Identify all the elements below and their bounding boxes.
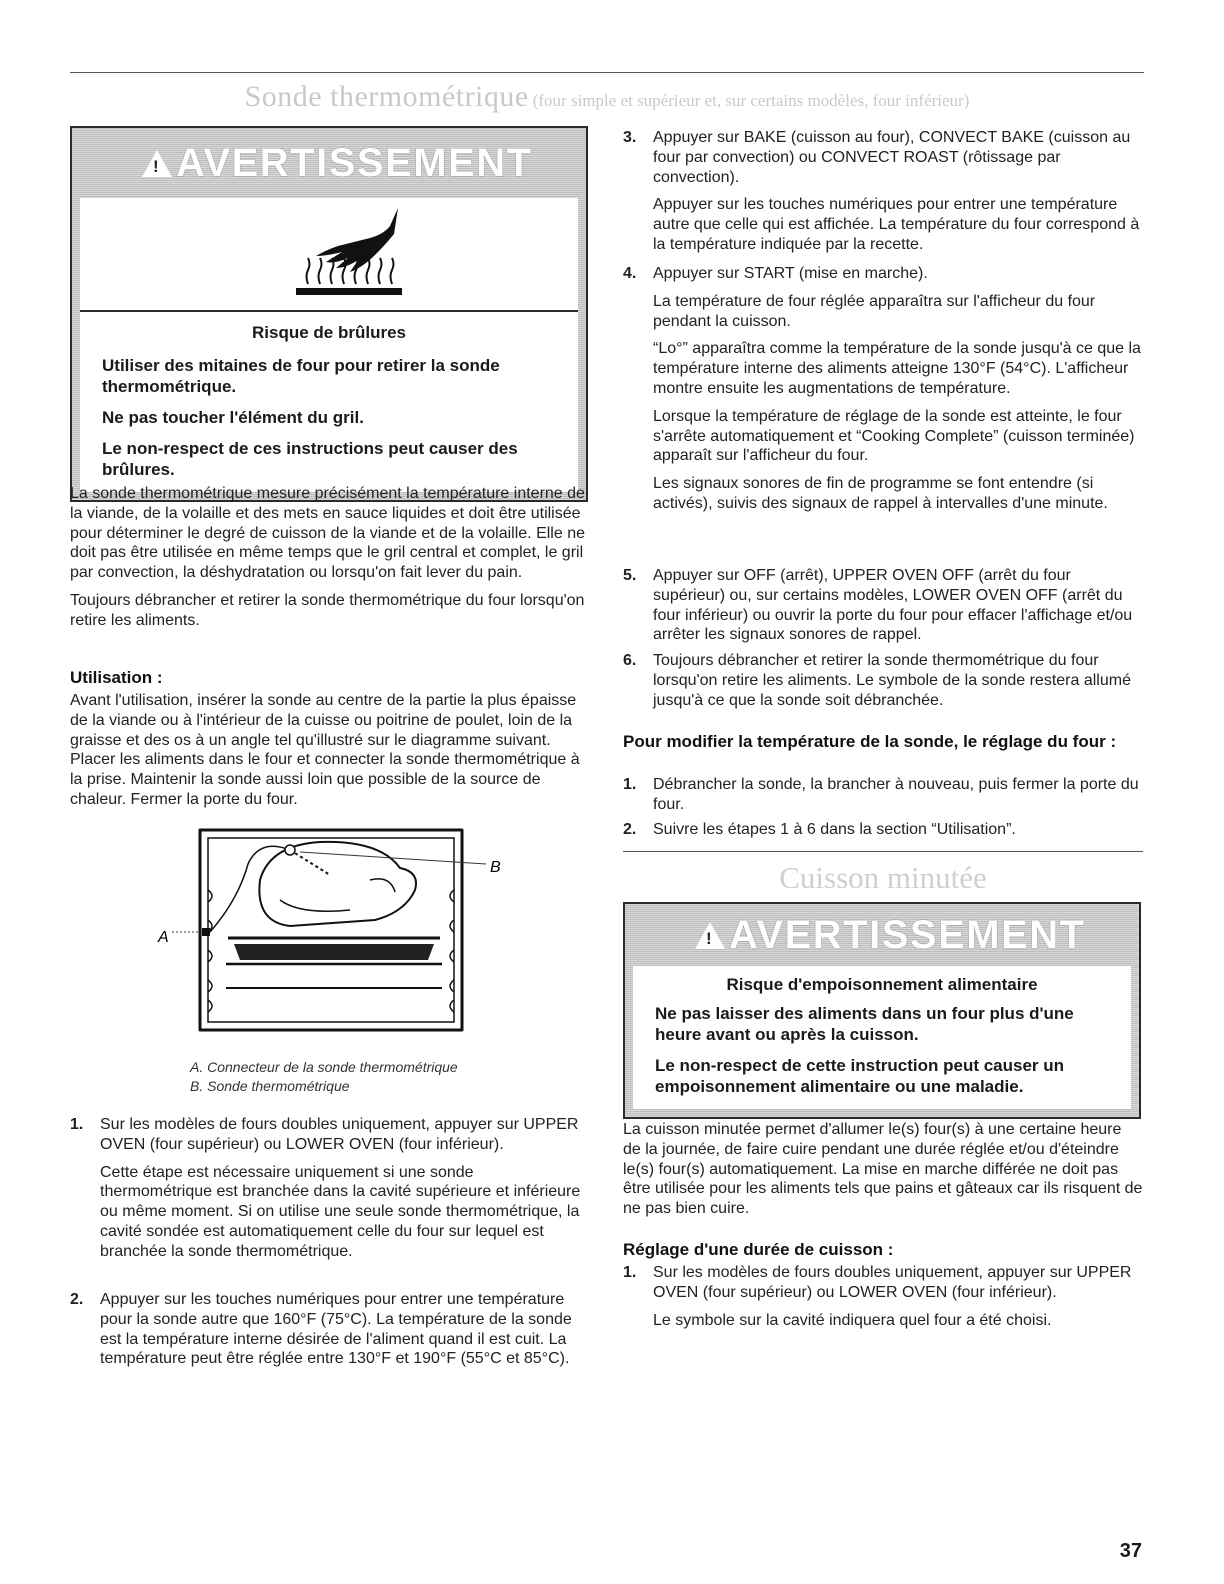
- timed-cooking-paragraph: [623, 1120, 1143, 1227]
- list-item: [623, 264, 1143, 522]
- step-number: 1.: [623, 1264, 637, 1281]
- list-item: [623, 775, 1143, 823]
- paragraph: Avant l'utilisation, insérer la sonde au centre de la partie la plus épaisse de la viande ou à l'intérieur de la cuisse ou poitrine de poulet, loin de la graisse et des os à un angle tel qu'illustré sur le diagramme suivant. Placer les aliments dans le four et connecter la sonde thermométrique à la prise. Maintenir la sonde aussi loin que possible de la source de chaleur. Fermer la porte du four.: [70, 692, 580, 808]
- warning-line: Le non-respect de ces instructions peut causer des brûlures.: [102, 439, 518, 479]
- step-number: 1.: [623, 776, 637, 793]
- warning-text: [633, 966, 1131, 1109]
- step-text: Sur les modèles de fours doubles uniquement, appuyer sur UPPER OVEN (four supérieur) ou LOWER OVEN (four inférieur).: [100, 1116, 579, 1153]
- section-rule: [623, 851, 1143, 852]
- utilisation-heading: Utilisation :: [70, 668, 163, 687]
- warning-heading: Risque d'empoisonnement alimentaire: [726, 975, 1038, 994]
- step-number: 4.: [623, 265, 637, 282]
- warning-banner: [625, 904, 1139, 966]
- probe-intro: [70, 484, 590, 639]
- top-rule: [70, 72, 1144, 73]
- burn-hazard-illustration: [80, 198, 578, 312]
- step-text: Appuyer sur les touches numériques pour entrer une température autre que celle qui est affichée. La température du four correspond à la température indiquée par la recette.: [653, 196, 1140, 253]
- warning-line: Ne pas toucher l'élément du gril.: [102, 408, 364, 427]
- list-item: [623, 1263, 1143, 1338]
- step-text: Appuyer sur START (mise en marche).: [653, 265, 928, 282]
- warning-banner-text: AVERTISSEMENT: [729, 912, 1086, 957]
- step-text: Les signaux sonores de fin de programme se font entendre (si activés), suivis des signaux de rappel à intervalles d'une minute.: [653, 475, 1108, 512]
- warning-box-burns: [70, 126, 588, 502]
- step-number: 2.: [623, 821, 637, 838]
- section-title-sub: (four simple et supérieur et, sur certains modèles, four inférieur): [532, 91, 970, 110]
- step-text: Lorsque la température de réglage de la sonde est atteinte, le four s'arrête automatiquement et “Cooking Complete” (cuisson terminée) apparaît sur l'afficheur du four.: [653, 407, 1135, 465]
- step-text: Cette étape est nécessaire uniquement si une sonde thermométrique est branchée dans la cavité supérieure et inférieure ou même moment. Si on utilise une seule sonde thermométrique, la cavité sondée est automatiquement celle du four sur lequel est branchée la sonde thermométrique.: [100, 1163, 581, 1260]
- paragraph: Toujours débrancher et retirer la sonde thermométrique du four lorsqu'on retire les aliments.: [70, 591, 585, 629]
- timed-heading: Réglage d'une durée de cuisson :: [623, 1240, 894, 1259]
- step-number: 3.: [623, 129, 637, 146]
- step-text: Sur les modèles de fours doubles uniquement, appuyer sur UPPER OVEN (four supérieur) ou LOWER OVEN (four inférieur).: [653, 1264, 1132, 1301]
- warning-line: Ne pas laisser des aliments dans un four plus d'une heure avant ou après la cuisson.: [655, 1004, 1074, 1044]
- section-title-main: Sonde thermométrique: [244, 80, 529, 113]
- step-text: “Lo°” apparaîtra comme la température de la sonde jusqu'à ce que la température interne des aliments atteigne 130°F (54°C). L'afficheur montre ensuite les augmentations de température.: [653, 340, 1141, 397]
- warning-triangle-icon: [695, 922, 725, 949]
- section-title: [70, 80, 1144, 114]
- warning-heading: Risque de brûlures: [252, 323, 406, 342]
- warning-banner-text: AVERTISSEMENT: [176, 140, 533, 185]
- step-number: 2.: [70, 1291, 84, 1308]
- diagram-caption: [190, 1058, 550, 1096]
- step-text: Appuyer sur BAKE (cuisson au four), CONVECT BAKE (cuisson au four par convection) ou CONVECT ROAST (rôtissage par convection).: [653, 129, 1131, 186]
- caption-b: B. Sonde thermométrique: [190, 1078, 350, 1094]
- modify-heading: Pour modifier la température de la sonde, le réglage du four :: [623, 732, 1117, 751]
- step-number: 6.: [623, 652, 637, 669]
- list-item: [623, 566, 1143, 653]
- step-number: 1.: [70, 1116, 84, 1133]
- warning-box-food-poisoning: [623, 902, 1141, 1119]
- list-item: [623, 651, 1143, 718]
- step-text: Suivre les étapes 1 à 6 dans la section “Utilisation”.: [653, 821, 1016, 838]
- warning-text: [80, 312, 578, 492]
- step-text: La température de four réglée apparaîtra sur l'afficheur du four pendant la cuisson.: [653, 292, 1096, 330]
- list-item: [70, 1290, 590, 1377]
- warning-line: Le non-respect de cette instruction peut causer un empoisonnement alimentaire ou une maladie.: [655, 1056, 1065, 1096]
- burn-hazard-icon: [286, 204, 426, 304]
- step-text: Débrancher la sonde, la brancher à nouveau, puis fermer la porte du four.: [653, 776, 1139, 813]
- paragraph: La cuisson minutée permet d'allumer le(s) four(s) à une certaine heure de la journée, de faire cuire pendant une durée réglée et/ou d'éteindre le(s) four(s) automatiquement. La mise en marche différée ne doit pas être utilisée pour les aliments tels que pains et gâteaux car ils risquent de ne pas bien cuire.: [623, 1121, 1143, 1218]
- diagram-label-a: A: [158, 929, 169, 946]
- list-item: [623, 128, 1143, 263]
- paragraph: La sonde thermométrique mesure précisément la température interne de la viande, de la volaille et des mets en sauce liquides et doit être utilisée pour déterminer le degré de cuisson de la viande et de la volaille. Elle ne doit pas être utilisée en même temps que le gril central et complet, le gril par convection, la déshydratation ou lorsqu'on fait lever du pain.: [70, 485, 585, 582]
- warning-line: Utiliser des mitaines de four pour retirer la sonde thermométrique.: [102, 356, 500, 396]
- caption-a: A. Connecteur de la sonde thermométrique: [190, 1059, 458, 1075]
- warning-banner: [72, 128, 586, 198]
- warning-triangle-icon: [142, 150, 172, 177]
- utilisation-paragraph: [70, 691, 590, 818]
- step-text: Appuyer sur OFF (arrêt), UPPER OVEN OFF (arrêt du four supérieur) ou, sur certains modèles, LOWER OVEN OFF (arrêt du four inférieur) ou ouvrir la porte du four pour effacer l'affichage et/ou arrêter les signaux sonores de rappel.: [653, 567, 1133, 644]
- section-title-timed: Cuisson minutée: [779, 860, 987, 895]
- diagram-label-b: B: [490, 859, 501, 876]
- page-number: 37: [1119, 1540, 1142, 1562]
- step-text: Appuyer sur les touches numériques pour entrer une température pour la sonde autre que 160°F (75°C). La température de la sonde est la température interne désirée de l'aliment quand il est cuit. La température peut être réglée entre 130°F et 190°F (55°C et 85°C).: [100, 1291, 572, 1368]
- list-item: [70, 1115, 590, 1270]
- step-number: 5.: [623, 567, 637, 584]
- step-text: Toujours débrancher et retirer la sonde thermométrique du four lorsqu'on retire les aliments. Le symbole de la sonde restera allumé jusqu'à ce que la sonde soit débranchée.: [653, 652, 1131, 709]
- list-item: [623, 820, 1143, 848]
- step-text: Le symbole sur la cavité indiquera quel four a été choisi.: [653, 1311, 1052, 1329]
